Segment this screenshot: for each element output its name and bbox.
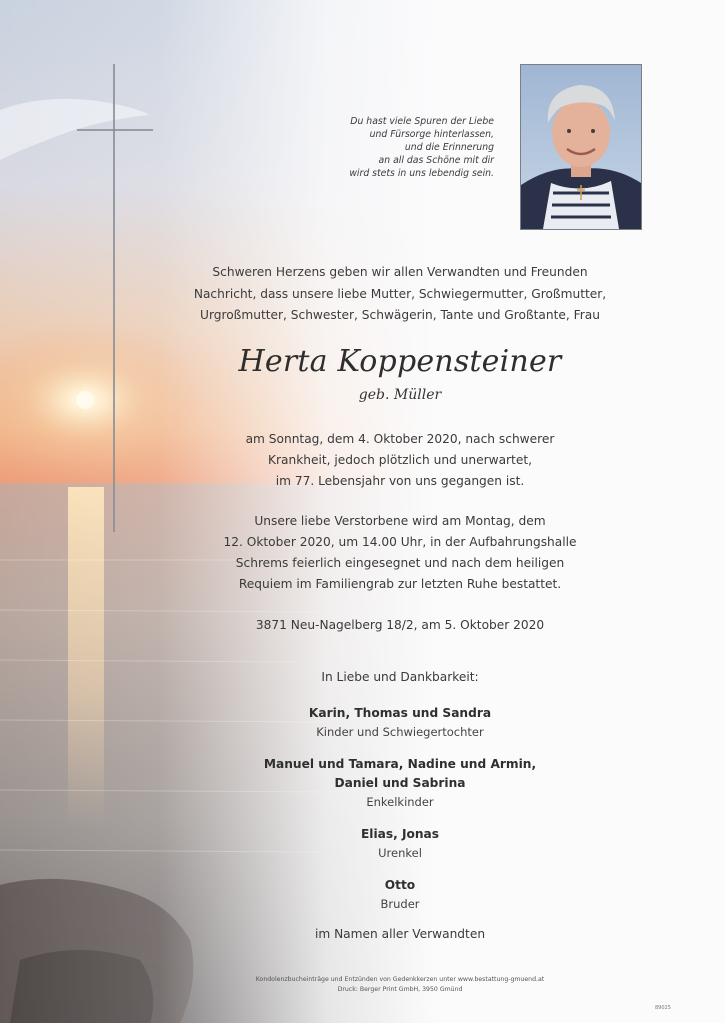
intro-line: Nachricht, dass unsere liebe Mutter, Schwiegermutter, Großmutter, — [193, 286, 607, 301]
family-role: Enkelkinder — [366, 795, 434, 809]
funeral-paragraph — [120, 511, 680, 595]
family-role: Kinder und Schwiegertochter — [316, 725, 484, 739]
family-role: Bruder — [380, 897, 420, 911]
paragraph-line: Unsere liebe Verstorbene wird am Montag, dem — [254, 514, 546, 528]
footer-line: Druck: Berger Print GmbH, 3950 Gmünd — [337, 986, 463, 993]
family-names: Elias, Jonas — [360, 827, 440, 841]
paragraph-line: Krankheit, jedoch plötzlich und unerwartet, — [268, 453, 532, 467]
quote-line: wird stets in uns lebendig sein. — [349, 168, 494, 179]
family-group — [120, 825, 680, 862]
deceased-name: Herta Koppensteiner — [238, 344, 562, 379]
death-paragraph — [120, 429, 680, 492]
intro-line: Schweren Herzens geben wir allen Verwandten und Freunden — [212, 265, 588, 279]
family-names: Daniel und Sabrina — [334, 776, 466, 790]
quote-line: Du hast viele Spuren der Liebe — [350, 116, 494, 127]
family-role: Urenkel — [378, 846, 422, 860]
paragraph-line: 12. Oktober 2020, um 14.00 Uhr, in der Aufbahrungshalle — [223, 535, 577, 549]
footer-line: Kondolenzbucheinträge und Entzünden von Gedenkkerzen unter www.bestattung-gmuend.at — [255, 976, 545, 983]
quote-line: an all das Schöne mit dir — [378, 155, 494, 166]
family-group — [120, 704, 680, 741]
memorial-quote — [300, 115, 494, 180]
family-group — [120, 876, 680, 913]
portrait-illustration — [521, 65, 641, 229]
family-names: Manuel und Tamara, Nadine und Armin, — [263, 757, 537, 771]
paragraph-line: Schrems feierlich eingesegnet und nach dem heiligen — [235, 556, 565, 570]
family-names: Karin, Thomas und Sandra — [308, 706, 492, 720]
family-list — [120, 704, 680, 927]
place-and-date: 3871 Neu-Nagelberg 18/2, am 5. Oktober 2020 — [255, 618, 545, 632]
birth-name: geb. Müller — [358, 387, 442, 403]
cross-vertical-bar — [113, 64, 115, 532]
family-group — [120, 755, 680, 811]
paragraph-line: am Sonntag, dem 4. Oktober 2020, nach schwerer — [245, 432, 555, 446]
paragraph-line: Requiem im Familiengrab zur letzten Ruhe bestattet. — [238, 577, 562, 591]
quote-line: und Fürsorge hinterlassen, — [369, 129, 494, 140]
footer-notes — [120, 975, 680, 995]
paragraph-line: im 77. Lebensjahr von uns gegangen ist. — [275, 474, 525, 488]
announcement-intro — [120, 262, 680, 327]
quote-line: und die Erinnerung — [404, 142, 494, 153]
family-names: Otto — [384, 878, 416, 892]
closing-line: im Namen aller Verwandten — [314, 927, 486, 941]
thanks-heading: In Liebe und Dankbarkeit: — [321, 670, 479, 684]
cross-horizontal-bar — [77, 129, 153, 131]
intro-line: Urgroßmutter, Schwester, Schwägerin, Tante und Großtante, Frau — [200, 308, 600, 322]
print-code: 89025 — [655, 1005, 671, 1011]
portrait-photo — [520, 64, 642, 230]
